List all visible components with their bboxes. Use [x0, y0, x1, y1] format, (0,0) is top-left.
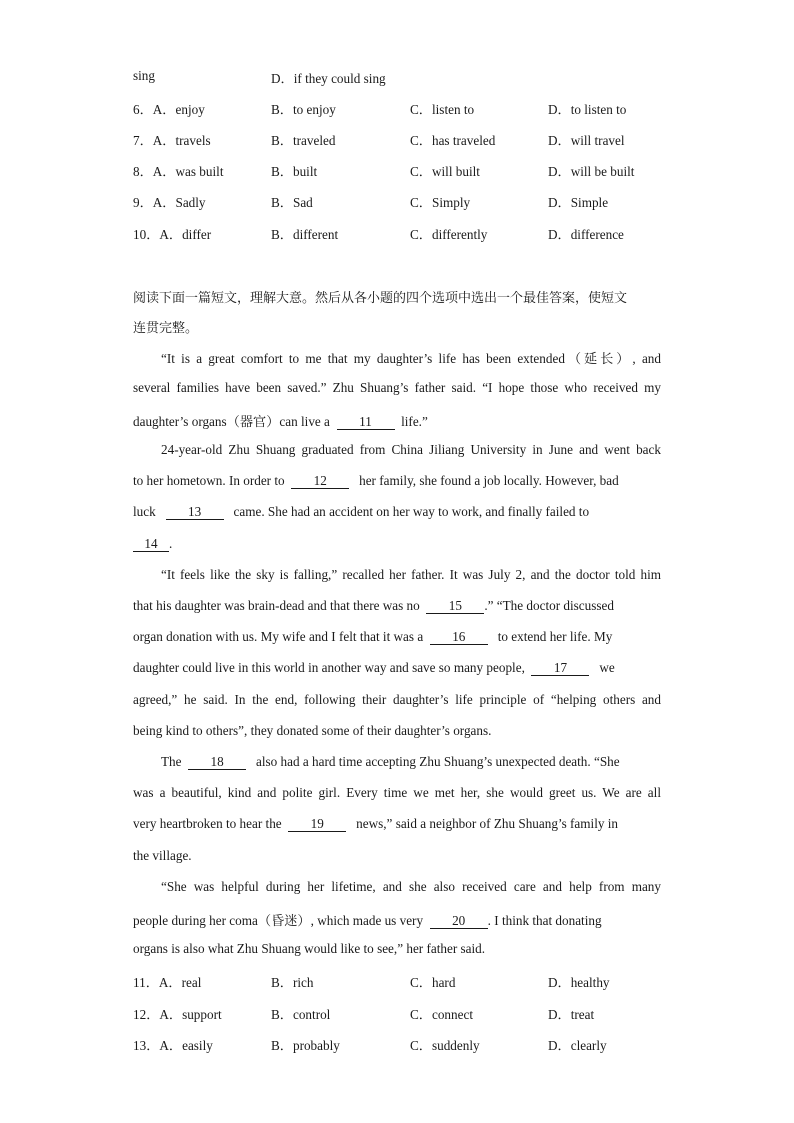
passage-line: “It is a great comfort to me that my daughter’s life has been extended（延长）, and [161, 351, 661, 366]
option-a: 8．A．was built [133, 164, 224, 179]
blank-16: 16 [430, 630, 488, 645]
option-a: 7．A．travels [133, 133, 211, 148]
option-a: 13．A．easily [133, 1038, 213, 1053]
passage-line: agreed,” he said. In the end, following their daughter’s life principle of “helping others and [133, 692, 661, 707]
option-a: 12．A．support [133, 1007, 222, 1022]
passage-line: was a beautiful, kind and polite girl. Every time we met her, she would greet us. We are all [133, 785, 661, 800]
option-b: B．built [271, 164, 318, 179]
passage-line: daughter’s organs（器官）can live a 11 life.” [133, 414, 428, 429]
option-c: C．will built [410, 164, 480, 179]
passage-line: luck 13 came. She had an accident on her way to work, and finally failed to [133, 504, 590, 519]
option-b: B．traveled [271, 133, 336, 148]
option-b: B．Sad [271, 195, 313, 210]
blank-11: 11 [337, 415, 395, 430]
option-row [133, 1035, 673, 1055]
passage-line: “It feels like the sky is falling,” recalled her father. It was July 2, and the doctor told him [161, 567, 661, 582]
option-d: D．will be built [548, 164, 635, 179]
blank-13: 13 [166, 505, 224, 520]
passage-line: organs is also what Zhu Shuang would like to see,” her father said. [133, 941, 486, 956]
option-c: C．hard [410, 975, 456, 990]
option-row [133, 130, 673, 150]
blank-18: 18 [188, 755, 246, 770]
blank-14: 14 [133, 537, 169, 552]
blank-15: 15 [426, 599, 484, 614]
passage-line: 24-year-old Zhu Shuang graduated from China Jiliang University in June and went back [161, 442, 661, 457]
instructions-line: 连贯完整。 [133, 321, 199, 336]
passage-line: several families have been saved.” Zhu Shuang’s father said. “I hope those who received my [133, 380, 661, 395]
option-b: B．rich [271, 975, 314, 990]
option-b: B．different [271, 227, 339, 242]
option-b: B．to enjoy [271, 102, 336, 117]
blank-12: 12 [291, 474, 349, 489]
passage-line: the village. [133, 848, 192, 863]
option-d: D．will travel [548, 133, 625, 148]
option-d: D．healthy [548, 975, 610, 990]
option-d: D．clearly [548, 1038, 607, 1053]
passage-line: to her hometown. In order to 12 her family, she found a job locally. However, bad [133, 473, 619, 488]
option-c: C．Simply [410, 195, 471, 210]
option-d: D．difference [548, 227, 624, 242]
passage-line: very heartbroken to hear the 19 news,” said a neighbor of Zhu Shuang’s family in [133, 816, 619, 831]
passage-line: that his daughter was brain-dead and that there was no 15 .” “The doctor discussed [133, 598, 614, 613]
option-row [133, 68, 673, 88]
option-b: B．control [271, 1007, 331, 1022]
option-c: C．suddenly [410, 1038, 480, 1053]
option-row [133, 1004, 673, 1024]
option-row [133, 972, 673, 992]
blank-19: 19 [288, 817, 346, 832]
option-a: 6．A．enjoy [133, 102, 205, 117]
option-c: C．has traveled [410, 133, 496, 148]
option-row [133, 192, 673, 212]
passage-line: “She was helpful during her lifetime, and she also received care and help from many [161, 879, 661, 894]
passage-line: being kind to others”, they donated some of their daughter’s organs. [133, 723, 492, 738]
option-d: D．treat [548, 1007, 595, 1022]
option-c: C．connect [410, 1007, 473, 1022]
passage-line: organ donation with us. My wife and I felt that it was a 16 to extend her life. My [133, 629, 613, 644]
blank-17: 17 [531, 661, 589, 676]
blank-20: 20 [430, 914, 488, 929]
option-a: 9．A．Sadly [133, 195, 206, 210]
option-c: C．listen to [410, 102, 475, 117]
passage-line: 14 . [133, 536, 661, 556]
option-d: D．if they could sing [271, 71, 386, 86]
passage-line: daughter could live in this world in another way and save so many people, 17 we [133, 660, 615, 675]
option-row [133, 224, 673, 244]
option-b: B．probably [271, 1038, 340, 1053]
option-a: 11．A．real [133, 975, 202, 990]
passage-line: The 18 also had a hard time accepting Zhu Shuang’s unexpected death. “She [161, 754, 620, 769]
instructions-line: 阅读下面一篇短文，理解大意。然后从各小题的四个选项中选出一个最佳答案，使短文 [133, 291, 628, 306]
passage-line: people during her coma（昏迷）, which made us very 20 . I think that donating [133, 913, 602, 928]
option-a: sing [133, 68, 155, 83]
option-a: 10．A．differ [133, 227, 212, 242]
option-d: D．Simple [548, 195, 609, 210]
option-row [133, 99, 673, 119]
option-d: D．to listen to [548, 102, 627, 117]
option-c: C．differently [410, 227, 488, 242]
option-row [133, 161, 673, 181]
